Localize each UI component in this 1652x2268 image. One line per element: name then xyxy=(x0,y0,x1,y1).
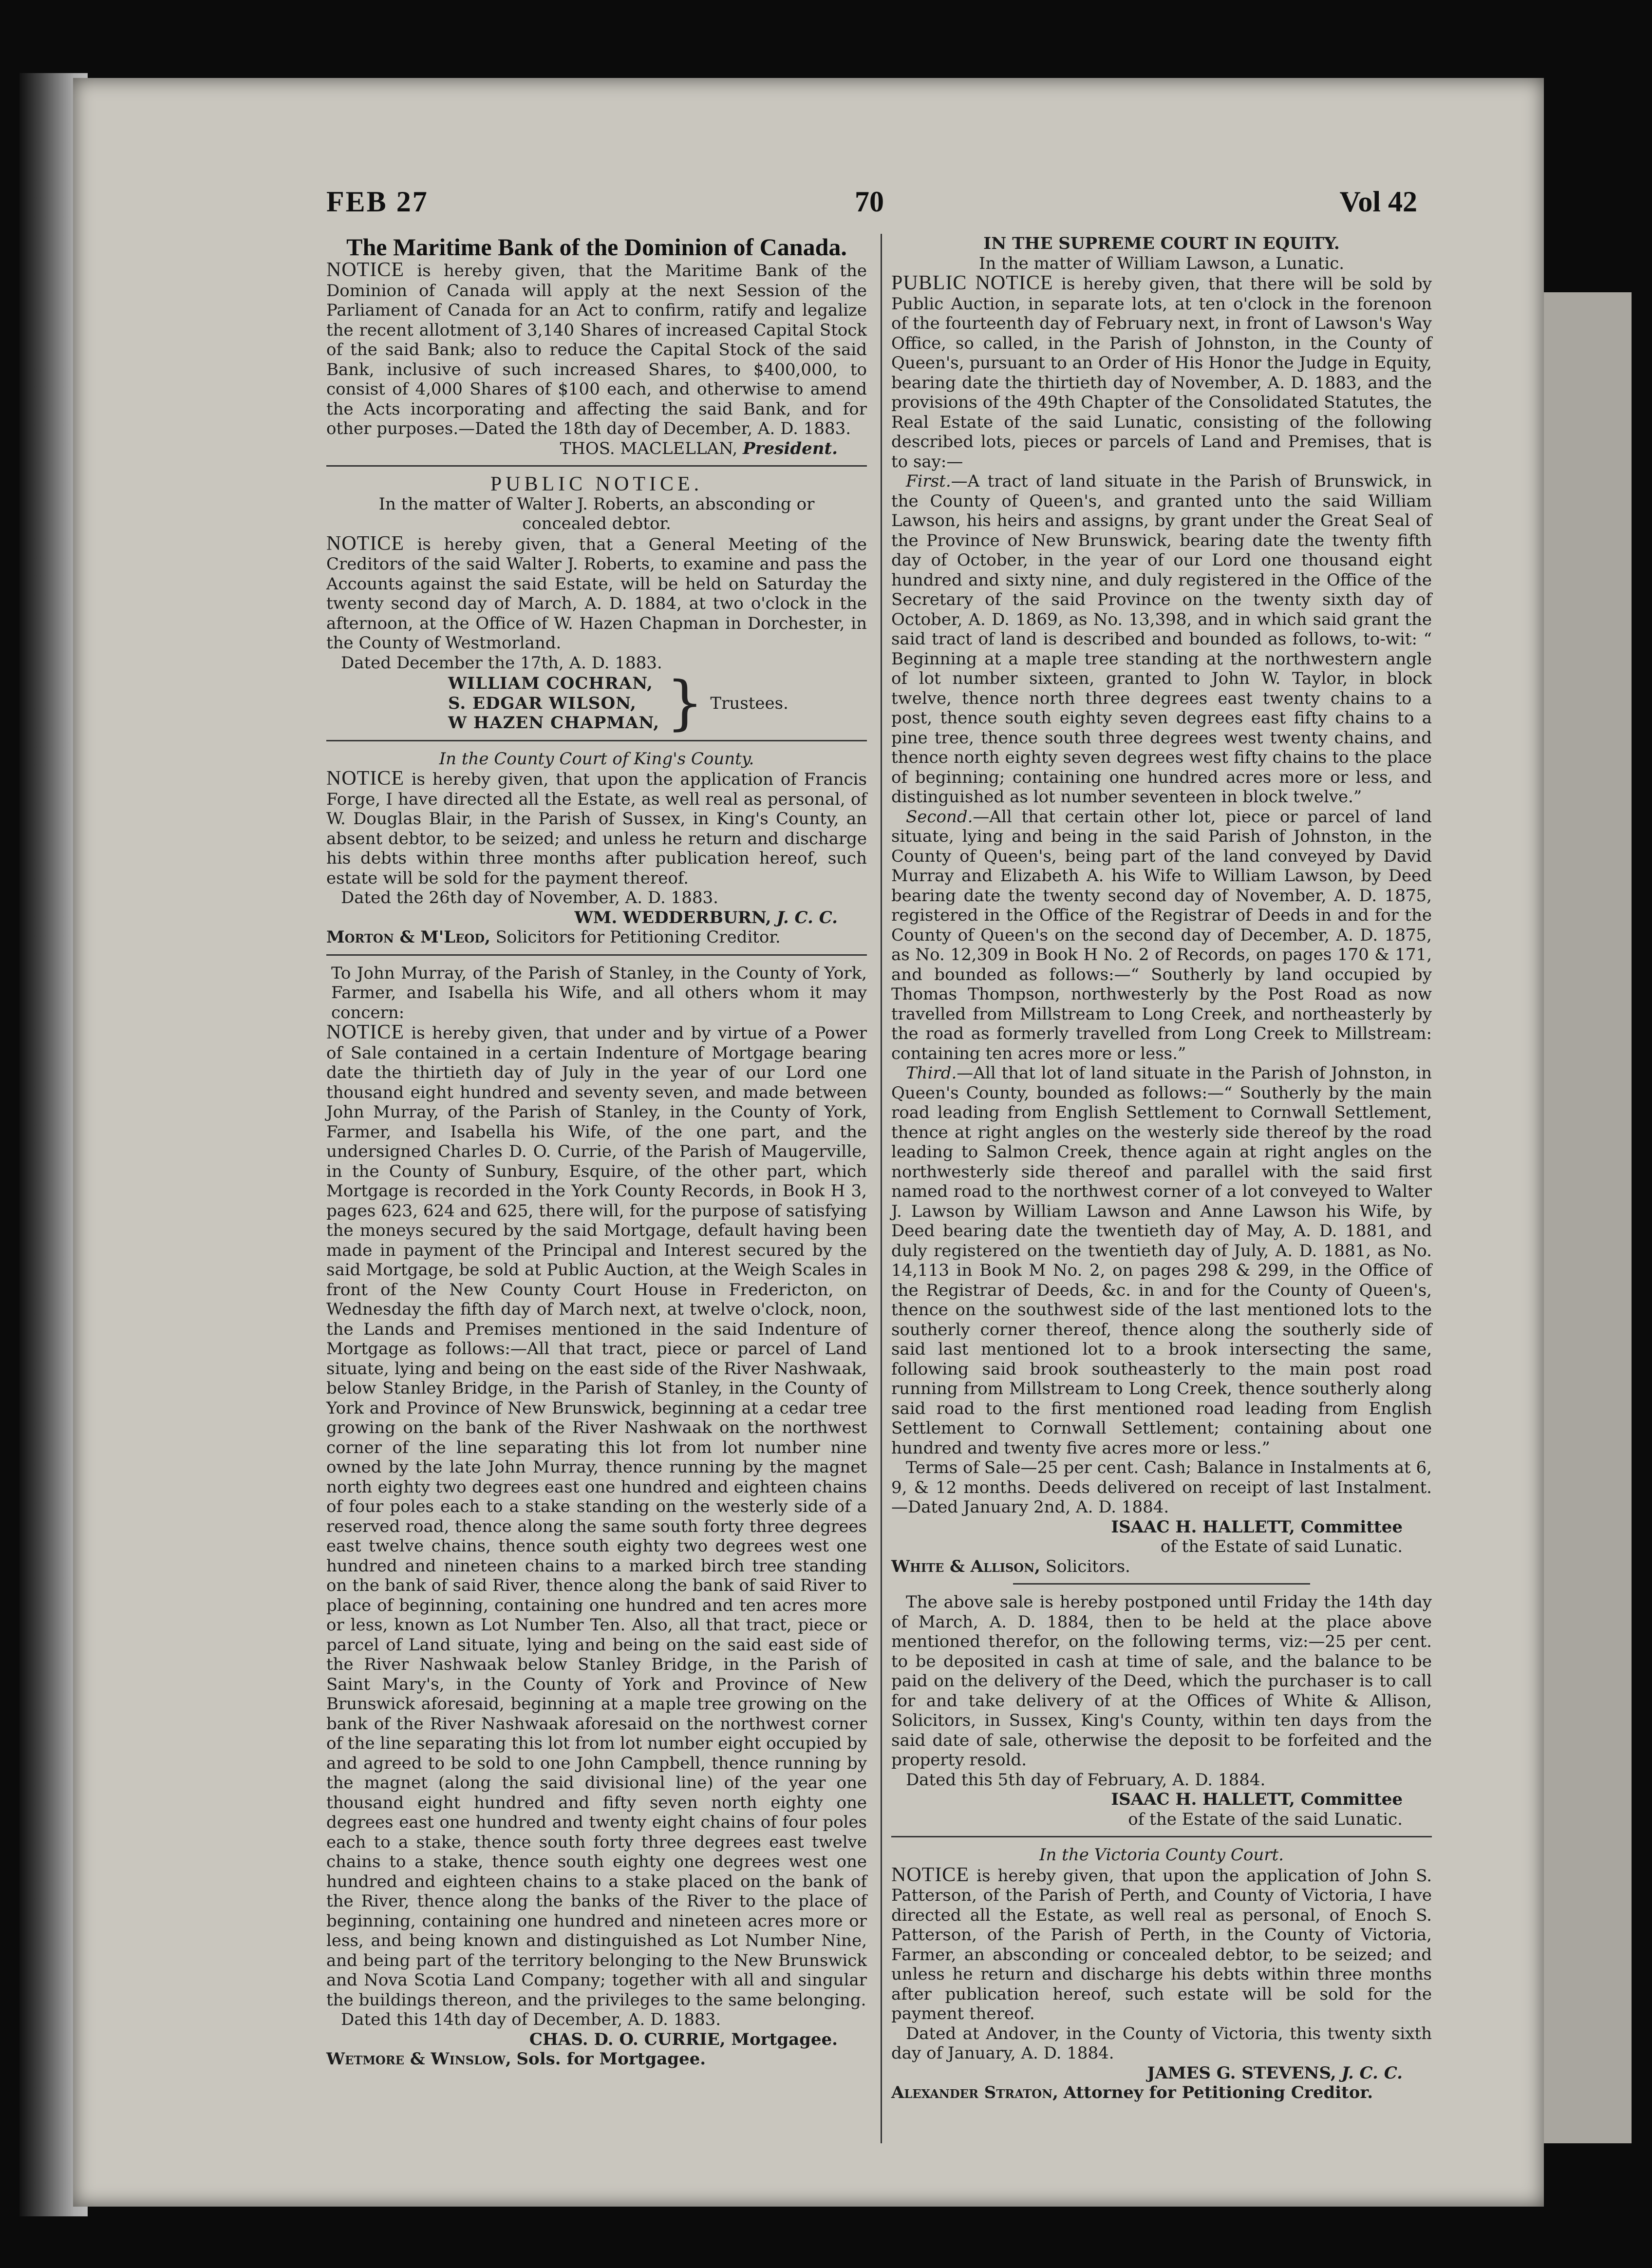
lawson-signature-2-line2: of the Estate of the said Lunatic. xyxy=(1128,1809,1403,1829)
lawson-second-text: —All that certain other lot, piece or parcel of land situate, lying and being in the said Parish of Johnston, in the County of Queen's, being part of the land conveyed by David Murray and Elizabeth A. his Wife to William Lawson, by Deed bearing date the twenty second day of November, A. D. 1875, registered in the Office of the Registrar of Deeds in and for the County of Queen's on the second day of December, A. D. 1875, as No. 12,309 in Book H No. 2 of Records, on pages 170 & 171, and bounded as follows:—“ Southerly by land occupied by Thomas Thompson, northwesterly by the Post Road as now travelled from Millstream to Long Creek, and northeasterly by the road as formerly travelled from Long Creek to Millstream: containing ten acres more or less.” xyxy=(891,807,1432,1063)
bank-notice-body xyxy=(326,260,867,439)
lawson-lead: PUBLIC NOTICE xyxy=(891,272,1053,294)
murray-solicitors xyxy=(326,2049,867,2069)
murray-solicitors-firm: Wetmore & Winslow, xyxy=(326,2049,511,2069)
adjacent-page-edge xyxy=(1544,292,1632,2143)
bank-notice xyxy=(326,234,867,458)
murray-mortgage-notice xyxy=(326,964,867,2069)
divider xyxy=(326,465,867,467)
bank-notice-title: The Maritime Bank of the Dominion of Canada. xyxy=(346,233,847,261)
lawson-postponed-dated: Dated this 5th day of February, A. D. 1884. xyxy=(906,1770,1266,1790)
lawson-third-label: Third. xyxy=(906,1063,957,1083)
left-column xyxy=(326,234,867,2069)
victoria-signature-name: JAMES G. STEVENS, xyxy=(1147,2063,1336,2083)
kings-county-heading: In the County Court of King's County. xyxy=(439,749,754,769)
header-date: FEB 27 xyxy=(326,186,429,218)
murray-signature: CHAS. D. O. CURRIE, Mortgagee. xyxy=(529,2029,838,2049)
victoria-heading: In the Victoria County Court. xyxy=(1039,1845,1284,1865)
bank-notice-signature xyxy=(326,439,867,459)
murray-text: is hereby given, that under and by virtue of a Power of Sale contained in a certain Indenture of Mortgage bearing date the thirtieth day of July in the year of our Lord one thousand eight hundred and seventy seven, and made between John Murray, of the Parish of Stanley, in the County of York, Farmer, and Isabella his Wife, of the one part, and the undersigned Charles D. O. Currie, of the Parish of Maugerville, in the County of Sunbury, Esquire, of the other part, which Mortgage is recorded in the York County Records, in Book H 3, pages 623, 624 and 625, there will, for the purpose of satisfying the moneys secured by the said Mortgage, default having been made in payment of the Principal and Interest secured by the said Mortgage, be sold at Public Auction, at the Weigh Scales in front of the New County Court House in Fredericton, on Wednesday the fifth day of March next, at twelve o'clock, noon, the Lands and Premises mentioned in the said Indenture of Mortgage as follows:—All that tract, piece or parcel of Land situate, lying and being on the east side of the River Nashwaak, below Stanley Bridge, in the Parish of Stanley, in the County of York and Province of New Brunswick, beginning at a cedar tree growing on the bank of the River Nashwaak on the northwest corner of the line separating this lot from lot number nine owned by the late John Murray, thence running by the magnet north eighty two degrees east one hundred and eighteen chains of four poles each to a stake standing on the westerly side of a reserved road, thence along the same south forty three degrees east twelve chains, thence south eighty two degrees west one hundred and nineteen chains to a marked birch tree standing on the bank of said River, thence along the bank of said River to place of beginning, containing one hundred and ten acres more or less, known as Lot Number Ten. Also, all that tract, piece or parcel of Land situate, lying and being on the said east side of the River Nashwaak below Stanley Bridge, in the Parish of Saint Mary's, in the County of York and Province of New Brunswick aforesaid, beginning at a maple tree growing on the bank of the River Nashwaak aforesaid on the northwest corner of the line separating this lot from lot number eight occupied by and agreed to be sold to one John Campbell, thence running by the magnet (along the said divisional line) of the year one thousand eight hundred and fifty seven north eighty one degrees east one hundred and twenty eight chains of four poles each to a stake, thence south forty three degrees east twelve chains to a stake, thence south eighty one degrees west one hundred and eighteen chains to a stake placed on the bank of the River, thence along the banks of the River to the place of beginning, containing one hundred and nineteen acres more or less, and being known and distinguished as Lot Number Nine, and being part of the territory belonging to the New Brunswick and Nova Scotia Land Company; together with all and singular the buildings thereon, and the privileges to the same belonging. xyxy=(326,1023,867,2010)
victoria-signature-title: J. C. C. xyxy=(1341,2063,1403,2083)
victoria-solicitor-text: Attorney for Petitioning Creditor. xyxy=(1063,2083,1373,2102)
bank-signature-name: THOS. MACLELLAN, xyxy=(560,438,738,458)
right-column xyxy=(891,234,1432,2103)
lawson-terms: Terms of Sale—25 per cent. Cash; Balance in Instalments at 6, 9, & 12 months. Deeds delivered on receipt of last Instalment.—Dated January 2nd, A. D. 1884. xyxy=(891,1458,1432,1517)
lawson-solicitors-text: Solicitors. xyxy=(1045,1556,1130,1576)
victoria-dated: Dated at Andover, in the County of Victoria, this twenty sixth day of January, A. D. 1884. xyxy=(891,2023,1432,2063)
lawson-first-label: First. xyxy=(906,472,951,491)
lawson-court-heading: IN THE SUPREME COURT IN EQUITY. xyxy=(983,234,1340,253)
lawson-third xyxy=(891,1063,1432,1458)
solicitors-firm: Morton & M'Leod, xyxy=(326,927,490,947)
kings-county-text: is hereby given, that upon the application of Francis Forge, I have directed all the Estate, as well real as personal, of W. Douglas Blair, in the Parish of Sussex, in King's County, an absent debtor, to be seized; and unless he return and discharge his debts within three months after publication hereof, such estate will be sold for the payment thereof. xyxy=(326,770,867,888)
trustees-block xyxy=(448,669,867,737)
victoria-signature xyxy=(891,2063,1432,2083)
lawson-matter: In the matter of William Lawson, a Lunatic. xyxy=(978,253,1345,273)
brace-glyph: } xyxy=(666,669,704,737)
header-page-number: 70 xyxy=(855,186,884,218)
lawson-solicitors xyxy=(891,1557,1432,1577)
header-volume: Vol 42 xyxy=(1339,186,1417,218)
victoria-solicitor-name: Alexander Straton, xyxy=(891,2083,1058,2102)
divider xyxy=(1013,1583,1311,1585)
victoria-solicitor xyxy=(891,2083,1432,2103)
lawson-notice xyxy=(891,234,1432,1829)
divider xyxy=(326,954,867,956)
solicitors-text: Solicitors for Petitioning Creditor. xyxy=(495,927,781,947)
public-notice-roberts xyxy=(326,473,867,737)
trustee-names xyxy=(448,674,659,733)
public-notice-body xyxy=(326,534,867,653)
public-notice-lead: NOTICE xyxy=(326,532,404,555)
lawson-first-text: —A tract of land situate in the Parish of Brunswick, in the County of Queen's, and granted unto the said William Lawson, his heirs and assigns, by grant under the Great Seal of the Province of New Brunswick, bearing date the twenty fifth day of October, in the year of our Lord one thousand eight hundred and sixty nine, and duly registered in the Office of the Secretary of the said Province on the twenty sixth day of October, A. D. 1869, as No. 13,398, and in which said grant the said tract of land is described and bounded as follows, to-wit: “ Beginning at a maple tree standing at the northwestern angle of lot number sixteen, granted to John W. Taylor, in block twelve, thence north three degrees east twenty chains to a post, thence south eighty seven degrees east fifty chains to a pine tree, thence south three degrees west twenty chains, and thence north eighty seven degrees west fifty chains to the place of beginning; containing one hundred acres more or less, and distinguished as lot number seventeen in block twelve.” xyxy=(891,472,1432,807)
trustee-name: S. EDGAR WILSON, xyxy=(448,693,637,713)
kings-county-notice xyxy=(326,749,867,947)
bank-signature-title: President. xyxy=(743,438,838,458)
column-divider xyxy=(881,234,882,2143)
kings-signature-name: WM. WEDDERBURN, xyxy=(574,907,771,927)
kings-county-signature xyxy=(326,908,867,928)
lawson-second-label: Second. xyxy=(906,807,973,827)
murray-dated: Dated this 14th day of December, A. D. 1883. xyxy=(341,2010,721,2029)
murray-solicitors-text: Sols. for Mortgagee. xyxy=(516,2049,706,2069)
murray-lead: NOTICE xyxy=(326,1021,404,1043)
lawson-signature: ISAAC H. HALLETT, Committee xyxy=(1111,1517,1403,1537)
trustee-name: W HAZEN CHAPMAN, xyxy=(448,713,660,733)
kings-county-dated: Dated the 26th day of November, A. D. 1883. xyxy=(341,888,718,907)
bank-notice-text: is hereby given, that the Maritime Bank of the Dominion of Canada will apply at the next Session of the Parliament of Canada for an Act to confirm, ratify and legalize the recent allotment of 3,140 Shares of increased Capital Stock of the said Bank; also to reduce the Capital Stock of the said Bank, inclusive of such increased Shares, to $400,000, to consist of 4,000 Shares of $100 each, and otherwise to amend the Acts incorporating and affecting the said Bank, and for other purposes.—Dated the 18th day of December, A. D. 1883. xyxy=(326,261,867,438)
murray-body xyxy=(326,1022,867,2010)
trustees-label: Trustees. xyxy=(710,693,788,713)
victoria-notice xyxy=(891,1845,1432,2103)
lawson-solicitors-firm: White & Allison, xyxy=(891,1556,1040,1576)
page-header xyxy=(326,185,1417,229)
public-notice-heading: PUBLIC NOTICE. xyxy=(490,473,703,495)
divider xyxy=(891,1836,1432,1837)
lawson-postponed: The above sale is hereby postponed until Friday the 14th day of March, A. D. 1884, then to be held at the place above mentioned therefor, on the following terms, viz:—25 per cent. to be deposited in cash at time of sale, and the balance to be paid on the delivery of the Deed, which the purchaser is to call for and take delivery of at the Offices of White & Allison, Solicitors, in Sussex, King's County, within ten days from the said date of sale, otherwise the deposit to be forfeited and the property resold. xyxy=(891,1592,1432,1770)
kings-county-solicitors xyxy=(326,927,867,947)
victoria-text: is hereby given, that upon the application of John S. Patterson, of the Parish of Perth, and County of Victoria, I have directed all the Estate, as well real as personal, of Enoch S. Patterson, of the Parish of Perth, in the County of Victoria, Farmer, an absconding or concealed debtor, to be seized; and unless he return and discharge his debts within three months after publication hereof, such estate will be sold for the payment thereof. xyxy=(891,1866,1432,2023)
lawson-first xyxy=(891,472,1432,807)
kings-signature-title: J. C. C. xyxy=(776,907,838,927)
lawson-text: is hereby given, that there will be sold by Public Auction, in separate lots, at ten o'clock in the forenoon of the fourteenth day of February next, in front of Lawson's Way Office, so called, in the Parish of Johnston, in the County of Queen's, pursuant to an Order of His Honor the Judge in Equity, bearing date the thirtieth day of November, A. D. 1883, and the provisions of the 49th Chapter of the Consolidated Statutes, the Real Estate of the said Lunatic, consisting of the following described lots, pieces or parcels of Land and Premises, that is to say:— xyxy=(891,274,1432,472)
lawson-second xyxy=(891,807,1432,1064)
murray-address: To John Murray, of the Parish of Stanley, in the County of York, Farmer, and Isabella his Wife, and all others whom it may concern: xyxy=(331,963,867,1022)
trustee-name: WILLIAM COCHRAN, xyxy=(448,674,653,693)
lawson-signature-line2: of the Estate of said Lunatic. xyxy=(1160,1537,1403,1556)
kings-county-body xyxy=(326,769,867,888)
victoria-body xyxy=(891,1865,1432,2024)
lawson-body xyxy=(891,273,1432,472)
lawson-third-text: —All that lot of land situate in the Parish of Johnston, in Queen's County, bounded as follows:—“ Southerly by the main road leading from English Settlement to Cornwall Settlement, thence at right angles on the westerly side thereof by the road leading to Salmon Creek, thence again at right angles on the northwesterly side thereof and parallel with the said first named road to the northwest corner of a lot conveyed to Walter J. Lawson by William Lawson and Anne Lawson his Wife, by Deed bearing date the twentieth day of May, A. D. 1881, and duly registered on the twentieth day of July, A. D. 1881, as No. 14,113 in Book M No. 2, on pages 298 & 299, in the Office of the Registrar of Deeds, &c. in and for the County of Queen's, thence on the southwest side of the last mentioned lots to the southerly corner thereof, thence along the southerly side of said last mentioned lot to a brook intersecting the same, following said brook southeasterly to the main post road running from Millstream to Long Creek, thence southerly along said road to the first mentioned road leading from English Settlement to Cornwall Settlement; containing about one hundred and twenty five acres more or less.” xyxy=(891,1063,1432,1458)
public-notice-text: is hereby given, that a General Meeting of the Creditors of the said Walter J. Roberts, to examine and pass the Accounts against the said Estate, will be held on Saturday the twenty second day of March, A. D. 1884, at two o'clock in the afternoon, at the Office of W. Hazen Chapman in Dorchester, in the County of Westmorland. xyxy=(326,534,867,653)
divider xyxy=(326,740,867,741)
kings-county-lead: NOTICE xyxy=(326,767,404,790)
public-notice-dated: Dated December the 17th, A. D. 1883. xyxy=(341,653,662,673)
lawson-signature-2: ISAAC H. HALLETT, Committee xyxy=(1111,1790,1403,1809)
bank-notice-lead: NOTICE xyxy=(326,259,404,281)
victoria-lead: NOTICE xyxy=(891,1863,969,1886)
public-notice-subheading: In the matter of Walter J. Roberts, an absconding or concealed debtor. xyxy=(378,494,815,533)
